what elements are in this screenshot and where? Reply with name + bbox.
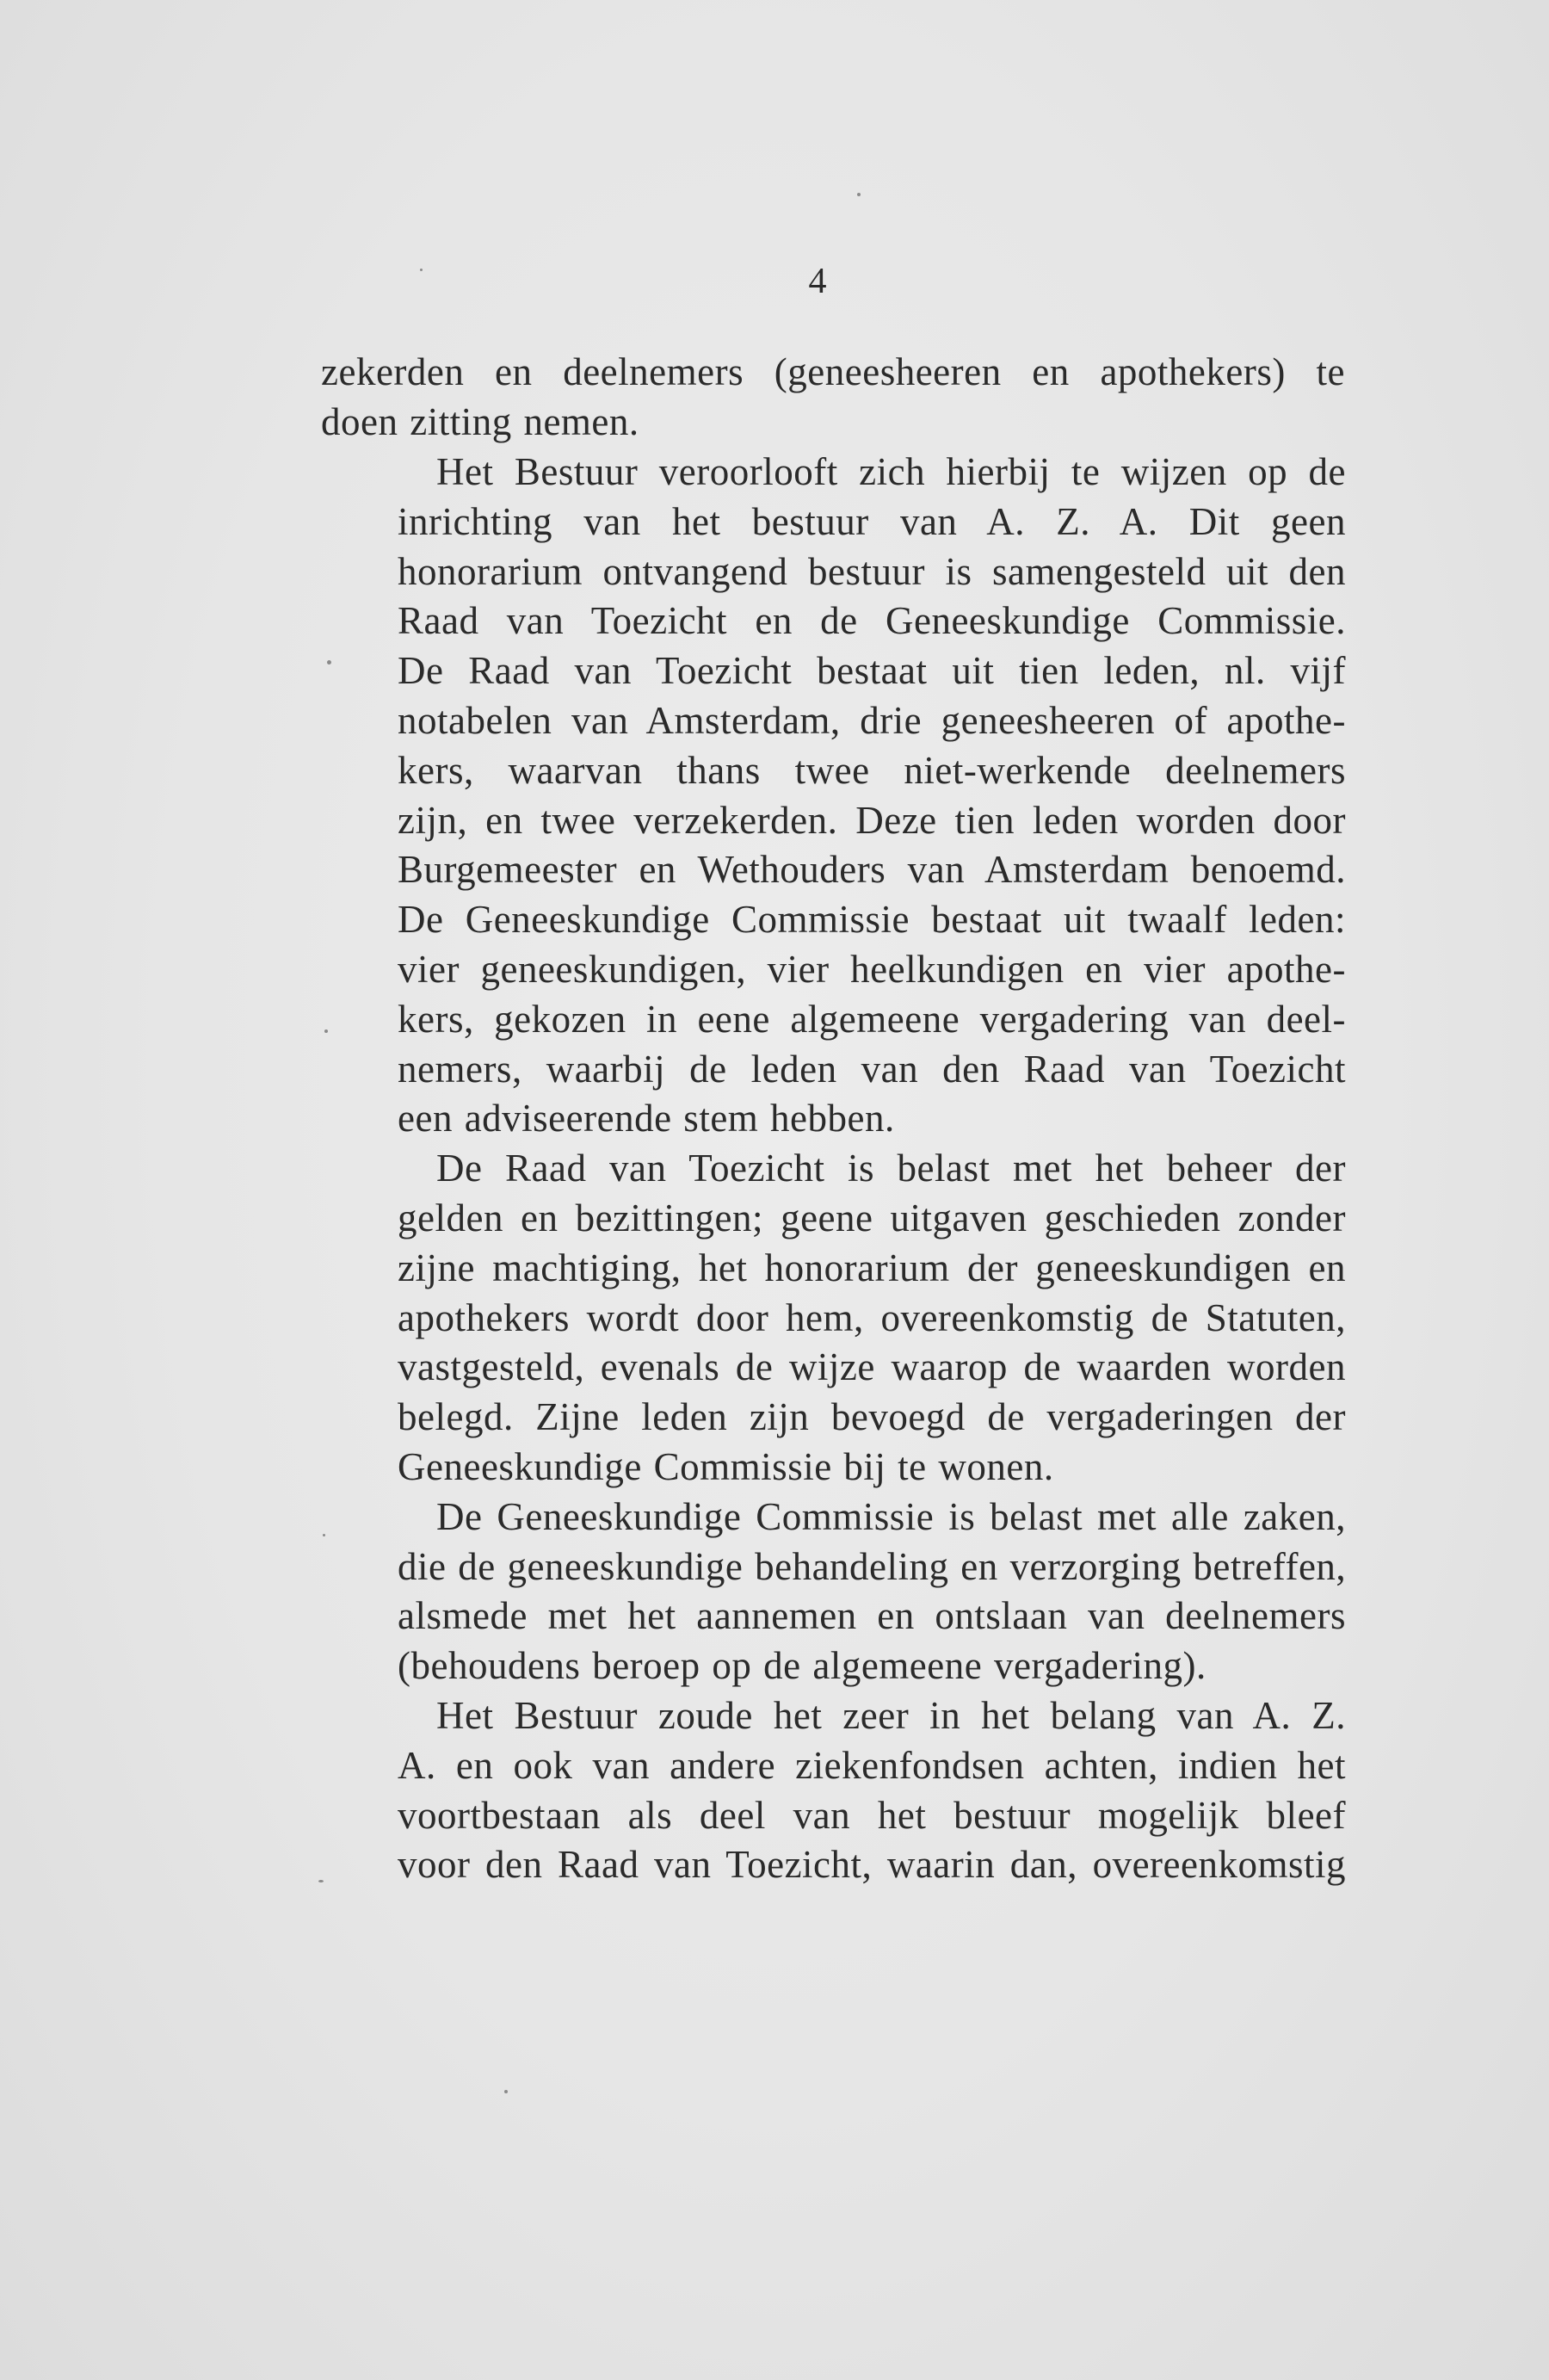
- text-line: De Geneeskundige Commissie is belast met alle zaken,: [436, 1494, 1346, 1538]
- text-line: kers, waarvan thans twee niet-werkende deelnemers: [398, 748, 1346, 792]
- text-line: doen zitting nemen.: [321, 399, 639, 443]
- text-line: Burgemeester en Wethouders van Amsterdam benoemd.: [398, 848, 1346, 892]
- scan-speck: [318, 1880, 324, 1882]
- text-line: (behoudens beroep op de algemeene vergadering).: [398, 1644, 1206, 1688]
- text-line: voortbestaan als deel van het bestuur mogelijk bleef: [398, 1793, 1346, 1837]
- text-line: zijne machtiging, het honorarium der geneeskundigen en: [398, 1246, 1346, 1289]
- page-number: 4: [808, 262, 827, 301]
- paragraph: [398, 1691, 1346, 1890]
- text-line: zekerden en deelnemers (geneesheeren en apothekers) te: [321, 350, 1345, 393]
- text-line: voor den Raad van Toezicht, waarin dan, overeenkomstig: [398, 1843, 1346, 1887]
- text-line: belegd. Zijne leden zijn bevoegd de vergaderingen der: [398, 1395, 1346, 1439]
- text-line: alsmede met het aannemen en ontslaan van deelnemers: [398, 1594, 1346, 1638]
- text-line: Geneeskundige Commissie bij te wonen.: [398, 1444, 1054, 1488]
- text-line: vastgesteld, evenals de wijze waarop de waarden worden: [398, 1345, 1346, 1389]
- text-line: Raad van Toezicht en de Geneeskundige Commissie.: [398, 599, 1346, 643]
- text-line: honorarium ontvangend bestuur is samengesteld uit den: [398, 549, 1346, 593]
- text-line: De Raad van Toezicht bestaat uit tien leden, nl. vijf: [398, 649, 1346, 693]
- paragraph: [398, 448, 1346, 1144]
- scan-speck: [327, 660, 331, 665]
- text-line: inrichting van het bestuur van A. Z. A. Dit geen: [398, 499, 1346, 543]
- text-line: apothekers wordt door hem, overeenkomstig de Statuten,: [398, 1295, 1346, 1339]
- paragraph: [398, 1493, 1346, 1691]
- text-line: Het Bestuur veroorlooft zich hierbij te wijzen op de: [436, 450, 1346, 493]
- text-line: De Raad van Toezicht is belast met het beheer der: [436, 1147, 1346, 1190]
- text-line: notabelen van Amsterdam, drie geneesheeren of apothe-: [398, 698, 1346, 742]
- text-line: A. en ook van andere ziekenfondsen achten, indien het: [398, 1743, 1346, 1787]
- scan-speck: [420, 269, 423, 271]
- text-line: gelden en bezittingen; geene uitgaven geschieden zonder: [398, 1196, 1346, 1239]
- paragraph: [398, 1144, 1346, 1493]
- text-line: nemers, waarbij de leden van den Raad van Toezicht: [398, 1047, 1346, 1091]
- continuation-text: [321, 348, 1345, 448]
- text-line: die de geneeskundige behandeling en verzorging betreffen,: [398, 1544, 1347, 1588]
- body-text: [398, 448, 1346, 1890]
- text-line: kers, gekozen in eene algemeene vergadering van deel-: [398, 997, 1346, 1041]
- scan-speck: [323, 1534, 325, 1536]
- text-line: vier geneeskundigen, vier heelkundigen en vier apothe-: [398, 947, 1346, 991]
- text-line: een adviseerende stem hebben.: [398, 1097, 895, 1141]
- text-line: zijn, en twee verzekerden. Deze tien leden worden door: [398, 798, 1346, 842]
- scan-speck: [324, 1029, 328, 1033]
- scan-speck: [504, 2090, 508, 2093]
- text-line: De Geneeskundige Commissie bestaat uit twaalf leden:: [398, 898, 1346, 942]
- text-line: Het Bestuur zoude het zeer in het belang van A. Z.: [436, 1693, 1346, 1737]
- scan-speck: [857, 193, 861, 196]
